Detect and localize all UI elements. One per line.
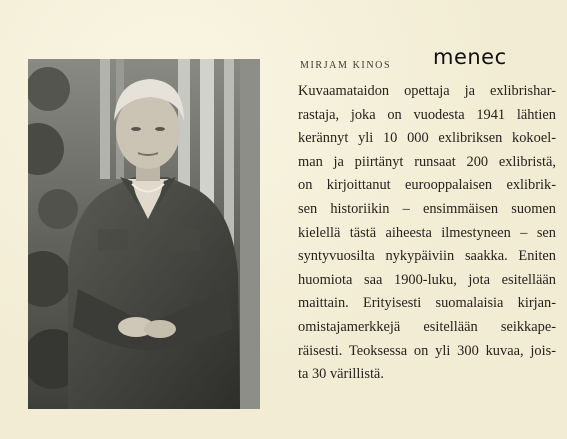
text-line: maittain. Erityisesti suomalaisia kirjan- — [298, 295, 556, 312]
text-line: on kirjoittanut eurooppalaisen exlibrik- — [298, 177, 556, 194]
stamp-text: menec — [433, 45, 507, 69]
description-text — [298, 80, 556, 387]
text-line: omistajamerkkejä esitellään seikkape- — [298, 318, 556, 335]
text-line: sen historiikin – ensimmäisen suomen — [298, 200, 556, 217]
text-line: ta 30 värillistä. — [298, 366, 384, 383]
text-line: man ja piirtänyt runsaat 200 exlibristä, — [298, 153, 556, 170]
text-line: syntyvuosilta nykypäiviin saakka. Eniten — [298, 248, 556, 265]
text-line: huomiota saa 1900-luku, jota esitellään — [298, 271, 556, 288]
author-name: MIRJAM KINOS — [300, 60, 392, 71]
text-line: kielellä tästä aiheesta ilmestyneen – sen — [298, 224, 556, 241]
author-portrait-photo — [28, 59, 260, 409]
text-line: rastaja, joka on vuodesta 1941 lähtien — [298, 106, 556, 123]
text-line: kerännyt yli 10 000 exlibriksen kokoel- — [298, 130, 556, 147]
text-line: räisesti. Teoksessa on yli 300 kuvaa, jois- — [298, 342, 556, 359]
text-line: Kuvaamataidon opettaja ja exlibrishar- — [298, 83, 556, 99]
